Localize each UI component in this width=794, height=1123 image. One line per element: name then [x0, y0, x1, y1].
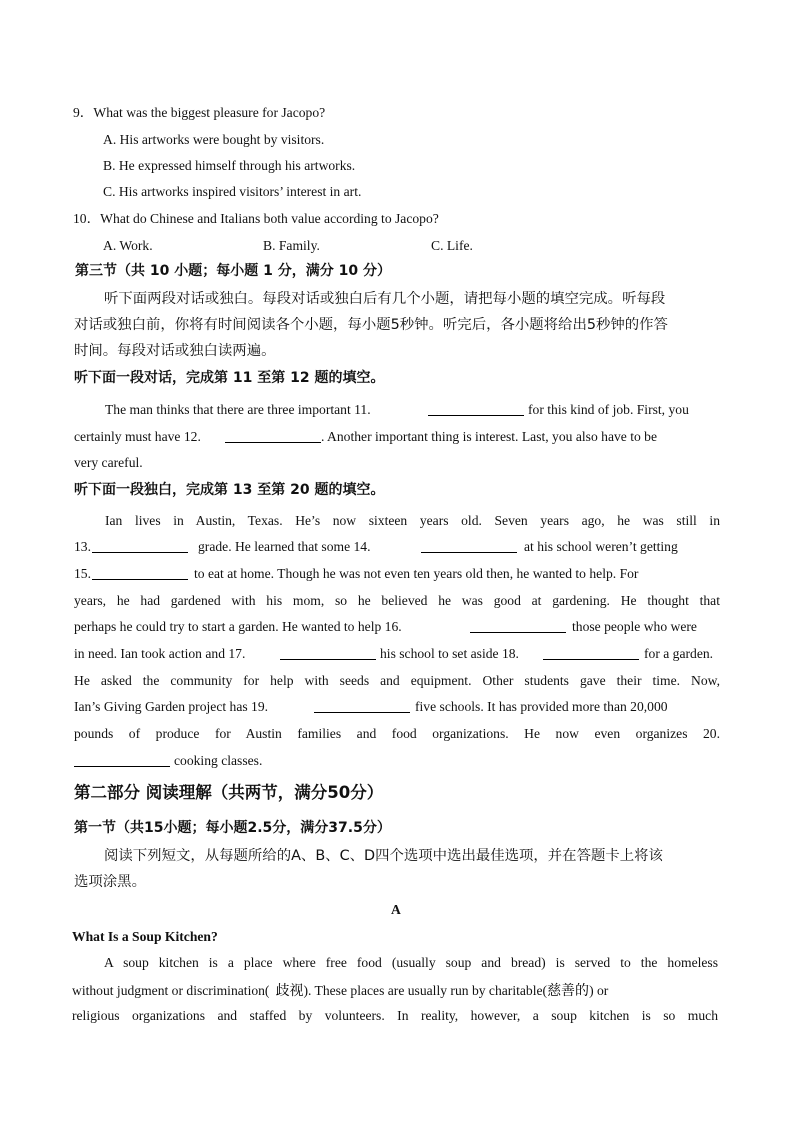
dialogue-heading: 听下面一段对话，完成第 11 至第 12 题的填空。 — [74, 370, 385, 386]
passage-text: A soup kitchen is a place where free food (usually soup and bread) is served to the homeless — [104, 955, 718, 970]
monologue-text: grade. He learned that some 14. — [198, 539, 371, 554]
passage-title: What Is a Soup Kitchen? — [72, 929, 218, 944]
section-3-instructions-line-2: 对话或独白前，你将有时间阅读各个小题，每小题5秒钟。听完后，各小题将给出5秒钟的作答 — [74, 317, 668, 333]
answer-blank-18[interactable] — [543, 646, 639, 660]
monologue-text: 15. — [74, 566, 91, 581]
monologue-text: He asked the community for help with seeds and equipment. Other students gave their time. Now, — [74, 673, 720, 688]
reading-section-1-heading: 第一节（共15小题；每小题2.5分，满分37.5分） — [74, 820, 391, 836]
monologue-text: years, he had gardened with his mom, so he believed he was good at gardening. He thought that — [74, 593, 720, 608]
passage-text: ) or — [589, 983, 609, 998]
dialogue-text: certainly must have 12. — [74, 429, 201, 444]
question-9-option-b: B. He expressed himself through his artworks. — [103, 158, 356, 173]
monologue-text: five schools. It has provided more than 20,000 — [415, 699, 668, 714]
answer-blank-20[interactable] — [74, 753, 170, 767]
monologue-text: 13. — [74, 539, 91, 554]
monologue-text: in need. Ian took action and 17. — [74, 646, 246, 661]
reading-instructions-line-2: 选项涂黑。 — [74, 874, 146, 890]
question-9-stem: 9．What was the biggest pleasure for Jacopo? — [73, 105, 326, 120]
monologue-text: his school to set aside 18. — [380, 646, 519, 661]
answer-blank-12[interactable] — [225, 429, 321, 443]
dialogue-text: very careful. — [74, 455, 143, 470]
passage-text: religious organizations and staffed by volunteers. In reality, however, a soup kitchen is so much — [72, 1008, 718, 1023]
question-10-option-c: C. Life. — [431, 238, 473, 253]
reading-instructions-line-1: 阅读下列短文，从每题所给的A、B、C、D四个选项中选出最佳选项，并在答题卡上将该 — [104, 848, 663, 864]
dialogue-text: The man thinks that there are three important 11. — [105, 402, 371, 417]
monologue-text: to eat at home. Though he was not even ten years old then, he wanted to help. For — [194, 566, 639, 581]
passage-label: A — [391, 902, 401, 917]
answer-blank-11[interactable] — [428, 402, 524, 416]
question-10-stem: 10．What do Chinese and Italians both value according to Jacopo? — [73, 211, 439, 226]
question-10-option-b: B. Family. — [263, 238, 320, 253]
passage-line — [72, 980, 722, 1002]
answer-blank-15[interactable] — [92, 566, 188, 580]
monologue-text: for a garden. — [644, 646, 714, 661]
monologue-text: Ian’s Giving Garden project has 19. — [74, 699, 269, 714]
question-9-option-a: A. His artworks were bought by visitors. — [103, 132, 325, 147]
monologue-text: Ian lives in Austin, Texas. He’s now sixteen years old. Seven years ago, he was still in — [105, 513, 720, 528]
answer-blank-13[interactable] — [92, 539, 188, 553]
answer-blank-16[interactable] — [470, 619, 566, 633]
gloss-charitable: 慈善的 — [547, 983, 590, 999]
question-10-option-a: A. Work. — [103, 238, 153, 253]
monologue-text: perhaps he could try to start a garden. He wanted to help 16. — [74, 619, 402, 634]
answer-blank-17[interactable] — [280, 646, 376, 660]
answer-blank-14[interactable] — [421, 539, 517, 553]
monologue-text: pounds of produce for Austin families and food organizations. He now even organizes 20. — [74, 726, 720, 741]
monologue-text: at his school weren’t getting — [524, 539, 678, 554]
section-3-instructions-line-1: 听下面两段对话或独白。每段对话或独白后有几个小题，请把每小题的填空完成。听每段 — [104, 291, 666, 307]
monologue-text: those people who were — [572, 619, 697, 634]
dialogue-text: for this kind of job. First, you — [528, 402, 689, 417]
part-2-heading: 第二部分 阅读理解（共两节，满分50分） — [74, 783, 384, 802]
answer-blank-19[interactable] — [314, 699, 410, 713]
monologue-heading: 听下面一段独白，完成第 13 至第 20 题的填空。 — [74, 482, 385, 498]
dialogue-text: . Another important thing is interest. Last, you also have to be — [321, 429, 658, 444]
section-3-instructions-line-3: 时间。每段对话或独白读两遍。 — [74, 343, 276, 359]
passage-text: ). These places are usually run by charitable( — [303, 983, 548, 998]
monologue-text: cooking classes. — [174, 753, 263, 768]
section-3-heading: 第三节（共 10 小题；每小题 1 分，满分 10 分） — [75, 263, 391, 279]
passage-text: without judgment or discrimination( — [72, 983, 270, 998]
question-9-option-c: C. His artworks inspired visitors’ interest in art. — [103, 184, 362, 199]
gloss-discrimination: 歧视 — [275, 983, 304, 999]
